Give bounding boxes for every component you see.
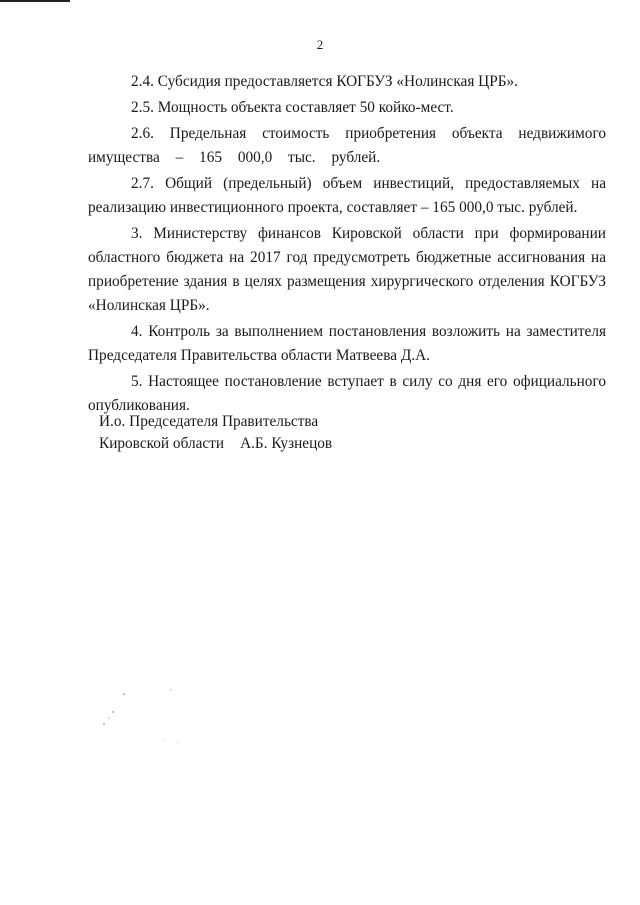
scan-top-rule [0,0,70,2]
signatory-name: А.Б. Кузнецов [240,435,333,452]
paragraph-2-6: 2.6. Предельная стоимость приобретения объекта недвижимого имущества – 165 000,0 тыс. рублей. [88,124,606,166]
paragraph-2-7: 2.7. Общий (предельный) объем инвестиций, предоставляемых на реализацию инвестиционного проекта, составляет – 165 000,0 тыс. рублей. [88,174,606,216]
paragraph-2-4: 2.4. Субсидия предоставляется КОГБУЗ «Нолинская ЦРБ». [131,73,518,90]
signature-block [99,411,332,455]
signature-region: Кировской области [99,435,225,452]
paragraph-3: 3. Министерству финансов Кировской области при формировании областного бюджета на 2017 год предусмотреть бюджетные ассигнования на приобретение здания в целях размещения хирургического отделения КОГБУЗ «Нолинская ЦРБ». [88,224,606,315]
paragraph-4: 4. Контроль за выполнением постановления возложить на заместителя Председателя Правительства области Матвеева Д.А. [88,323,606,365]
page-number: 2 [316,37,324,52]
document-body [88,70,606,420]
paragraph-2-5: 2.5. Мощность объекта составляет 50 койко-мест. [131,98,454,116]
paragraph-5: 5. Настоящее постановление вступает в силу со дня его официального опубликования. [88,373,606,415]
signature-title-line2 [99,433,332,455]
signature-title-line1: И.о. Председателя Правительства [99,413,319,430]
